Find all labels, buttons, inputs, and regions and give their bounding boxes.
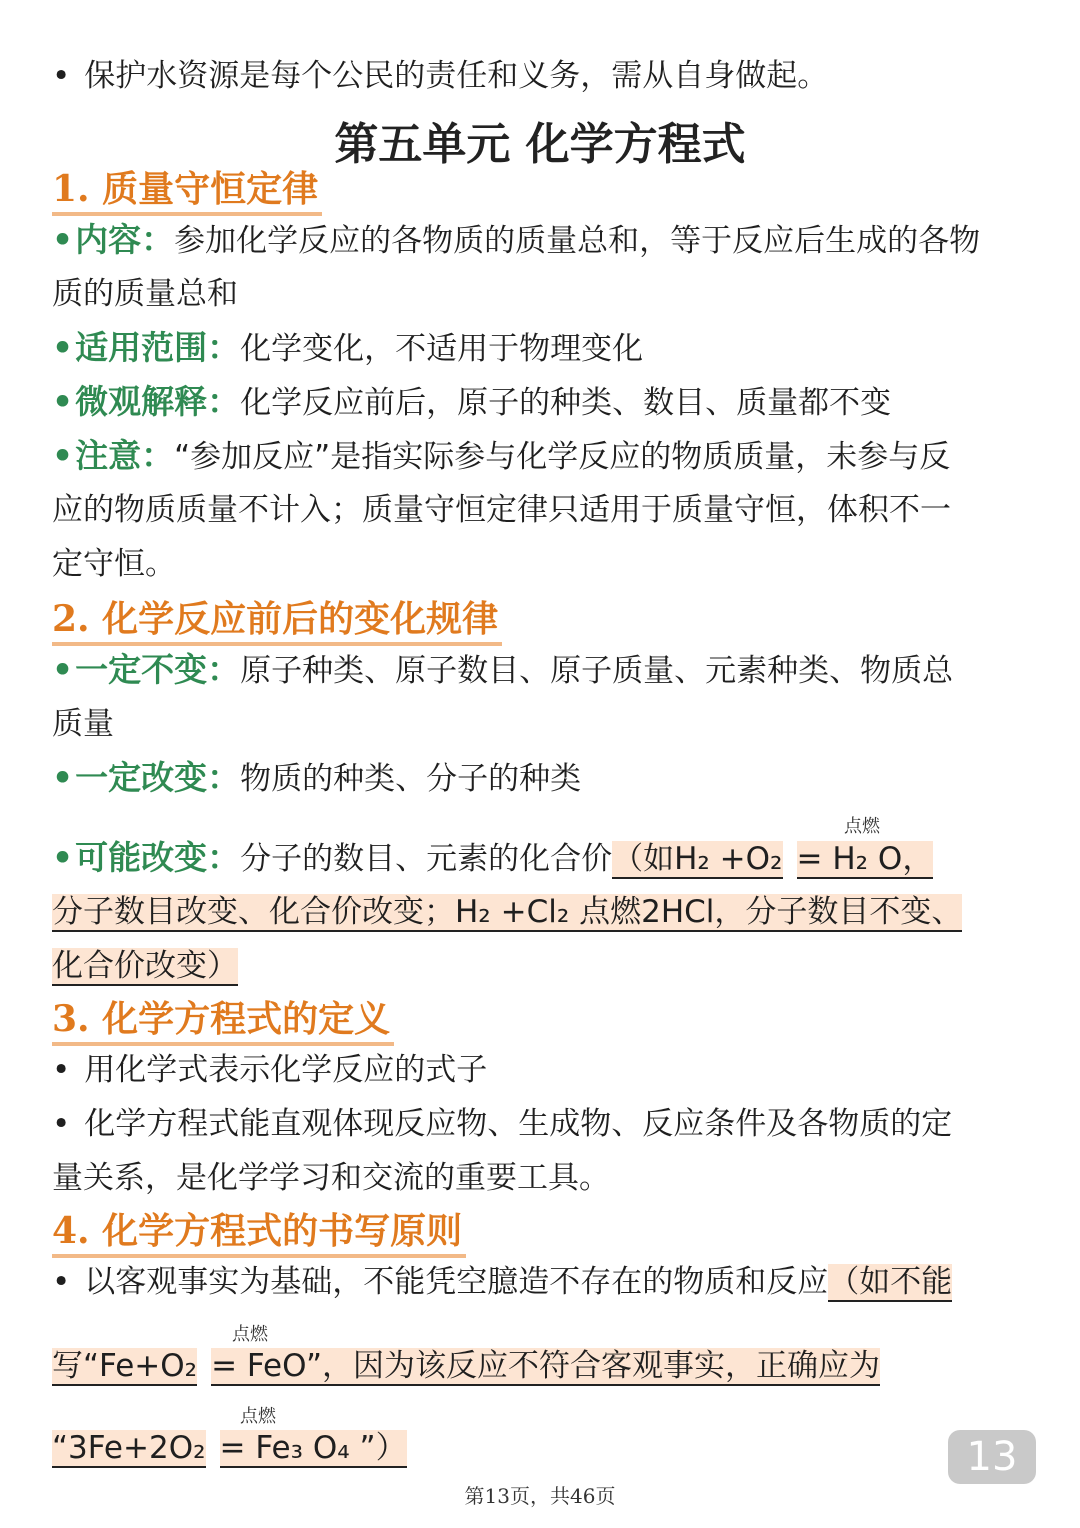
intro-text: 保护水资源是每个公民的责任和义务，需从自身做起。 xyxy=(84,58,829,94)
s2-condition-label: 点燃 xyxy=(844,816,880,837)
s3-bullet-2 xyxy=(52,1104,1032,1144)
s2-maybe-text: 分子的数目、元素的化合价 xyxy=(240,841,613,877)
s2-changed-label: • 一定改变： xyxy=(52,758,240,797)
s3-text-1: 用化学式表示化学反应的式子 xyxy=(84,1052,488,1088)
s4-highlight-3a: “3Fe+2O₂ xyxy=(52,1430,206,1466)
section-4-heading: 4. 化学方程式的书写原则 xyxy=(52,1208,466,1258)
s2-maybe-highlight-1: （如H₂ +O₂ xyxy=(612,841,783,877)
s1-note-line xyxy=(52,436,1032,477)
s4-highlight-2b: = FeO”，因为该反应不符合客观事实，正确应为 xyxy=(211,1348,881,1384)
s2-unchanged-text: 原子种类、原子数目、原子质量、元素种类、物质总 xyxy=(240,653,954,689)
section-1-heading: 1. 质量守恒定律 xyxy=(52,166,322,216)
s4-highlight-3b: = Fe₃ O₄ ”） xyxy=(219,1430,407,1466)
s4-highlight-2a: 写“Fe+O₂ xyxy=(52,1348,198,1384)
section-3-heading: 3. 化学方程式的定义 xyxy=(52,996,394,1046)
s1-note-cont-2: 定守恒。 xyxy=(52,546,176,582)
s1-micro-line xyxy=(52,382,1032,423)
s2-maybe-line xyxy=(52,838,1032,879)
s2-maybe-label: • 可能改变： xyxy=(52,838,240,877)
s1-scope-text: 化学变化，不适用于物理变化 xyxy=(240,331,644,367)
s1-note-cont-1: 应的物质质量不计入；质量守恒定律只适用于质量守恒，体积不一 xyxy=(52,492,951,528)
s2-unchanged-cont: 质量 xyxy=(52,706,114,742)
s2-changed-line xyxy=(52,758,1032,799)
s2-unchanged-label: • 一定不变： xyxy=(52,650,240,689)
s3-bullet-2-cont: 量关系，是化学学习和交流的重要工具。 xyxy=(52,1160,610,1196)
s1-scope-label: • 适用范围： xyxy=(52,328,240,367)
s4-text-1: 以客观事实为基础，不能凭空臆造不存在的物质和反应 xyxy=(84,1264,829,1300)
s4-condition-label-2: 点燃 xyxy=(240,1406,276,1427)
s1-note-label: • 注意： xyxy=(52,436,174,475)
s2-maybe-highlight-3: 化合价改变） xyxy=(52,948,238,984)
s2-maybe-highlight-2: 分子数目改变、化合价改变；H₂ +Cl₂ 点燃2HCl，分子数目不变、 xyxy=(52,894,963,930)
s4-bullet-1 xyxy=(52,1262,1032,1302)
s2-maybe-cont-2 xyxy=(52,946,1032,986)
s1-micro-text: 化学反应前后，原子的种类、数目、质量都不变 xyxy=(240,385,892,421)
s1-note-text: “参加反应”是指实际参与化学反应的物质质量，未参与反 xyxy=(174,439,951,475)
s1-content-cont: 质的质量总和 xyxy=(52,276,238,312)
section-2-heading: 2. 化学反应前后的变化规律 xyxy=(52,596,502,646)
page-footer: 第13页，共46页 xyxy=(464,1484,616,1508)
s1-content-label: • 内容： xyxy=(52,220,174,259)
unit-title: 第五单元 化学方程式 xyxy=(334,119,746,170)
s3-text-2: 化学方程式能直观体现反应物、生成物、反应条件及各物质的定 xyxy=(84,1106,953,1142)
s1-content-line xyxy=(52,220,1032,261)
s4-line-3 xyxy=(52,1428,1032,1468)
s2-unchanged-line xyxy=(52,650,1032,691)
s4-line-2 xyxy=(52,1346,1032,1386)
s3-bullet-1 xyxy=(52,1050,1032,1090)
page-number-badge: 13 xyxy=(948,1430,1036,1484)
s2-changed-text: 物质的种类、分子的种类 xyxy=(240,761,582,797)
s1-content-text: 参加化学反应的各物质的质量总和，等于反应后生成的各物 xyxy=(174,223,981,259)
s2-maybe-equation: = H₂ O， xyxy=(796,841,934,877)
s4-highlight-1: （如不能 xyxy=(828,1264,953,1300)
s4-condition-label-1: 点燃 xyxy=(232,1324,268,1345)
s1-micro-label: • 微观解释： xyxy=(52,382,240,421)
s1-scope-line xyxy=(52,328,1032,369)
s2-maybe-cont-1 xyxy=(52,892,1032,932)
intro-bullet xyxy=(52,56,1032,96)
